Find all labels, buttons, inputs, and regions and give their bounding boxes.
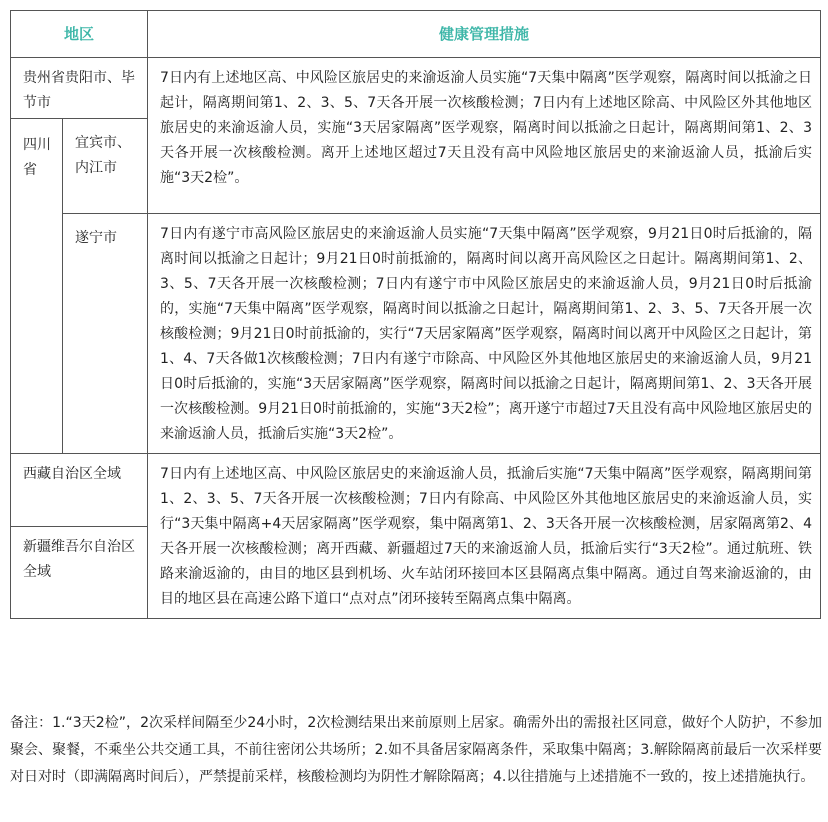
health-measures-table <box>10 10 821 619</box>
region-suining: 遂宁市 <box>63 214 148 454</box>
measures-group3: 7日内有上述地区高、中风险区旅居史的来渝返渝人员，抵渝后实施“7天集中隔离”医学观察，隔离期间第1、2、3、5、7天各开展一次核酸检测；7日内有除高、中风险区外其他地区旅居史的来渝返渝人员，实行“3天集中隔离+4天居家隔离”医学观察，集中隔离第1、2、3天各开展一次核酸检测，居家隔离第2、4天各开展一次核酸检测；离开西藏、新疆超过7天的来渝返渝人员，抵渝后实行“3天2检”。通过航班、铁路来渝返渝的，由目的地区县到机场、火车站闭环接回本区县隔离点集中隔离。通过自驾来渝返渝的，由目的地区县在高速公路下道口“点对点”闭环接转至隔离点集中隔离。 <box>148 454 821 619</box>
region-sichuan: 四川省 <box>11 119 63 454</box>
table-header-row <box>11 11 821 58</box>
table-row <box>11 454 821 527</box>
region-yibin-neijiang: 宜宾市、内江市 <box>63 119 148 214</box>
region-guizhou: 贵州省贵阳市、毕节市 <box>11 58 148 119</box>
header-measures: 健康管理措施 <box>148 11 821 58</box>
measures-suining: 7日内有遂宁市高风险区旅居史的来渝返渝人员实施“7天集中隔离”医学观察，9月21日0时后抵渝的，隔离时间以抵渝之日起计；9月21日0时前抵渝的，隔离时间以离开高风险区之日起计。隔离期间第1、2、3、5、7天各开展一次核酸检测；7日内有遂宁市中风险区旅居史的来渝返渝人员，9月21日0时后抵渝的，实施“7天集中隔离”医学观察，隔离时间以抵渝之日起计，隔离期间第1、2、3、5、7天各开展一次核酸检测；9月21日0时前抵渝的，实行“7天居家隔离”医学观察，隔离时间以离开中风险区之日起计，第1、4、7天各做1次核酸检测；7日内有遂宁市除高、中风险区外其他地区旅居史的来渝返渝人员，9月21日0时后抵渝的，实施“3天居家隔离”医学观察，隔离时间以抵渝之日起计，隔离期间第1、2、3天各开展一次核酸检测。9月21日0时前抵渝的，实施“3天2检”；离开遂宁市超过7天且没有高中风险地区旅居史的来渝返渝人员，抵渝后实施“3天2检”。 <box>148 214 821 454</box>
footnote: 备注：1.“3天2检”，2次采样间隔至少24小时，2次检测结果出来前原则上居家。确需外出的需报社区同意，做好个人防护，不参加聚会、聚餐，不乘坐公共交通工具，不前往密闭公共场所；2.如不具备居家隔离条件，采取集中隔离；3.解除隔离前最后一次采样要对日对时（即满隔离时间后），严禁提前采样，核酸检测均为阴性才解除隔离；4.以往措施与上述措施不一致的，按上述措施执行。 <box>10 715 822 785</box>
header-region: 地区 <box>11 11 148 58</box>
region-xinjiang: 新疆维吾尔自治区全域 <box>11 527 148 619</box>
table-row <box>11 214 821 454</box>
region-xizang: 西藏自治区全域 <box>11 454 148 527</box>
measures-group1: 7日内有上述地区高、中风险区旅居史的来渝返渝人员实施“7天集中隔离”医学观察，隔离时间以抵渝之日起计，隔离期间第1、2、3、5、7天各开展一次核酸检测；7日内有上述地区除高、中风险区外其他地区旅居史的来渝返渝人员，实施“3天居家隔离”医学观察，隔离时间以抵渝之日起计，隔离期间第1、2、3天各开展一次核酸检测。离开上述地区超过7天且没有高中风险地区旅居史的来渝返渝人员，抵渝后实施“3天2检”。 <box>148 58 821 214</box>
table-row <box>11 58 821 119</box>
